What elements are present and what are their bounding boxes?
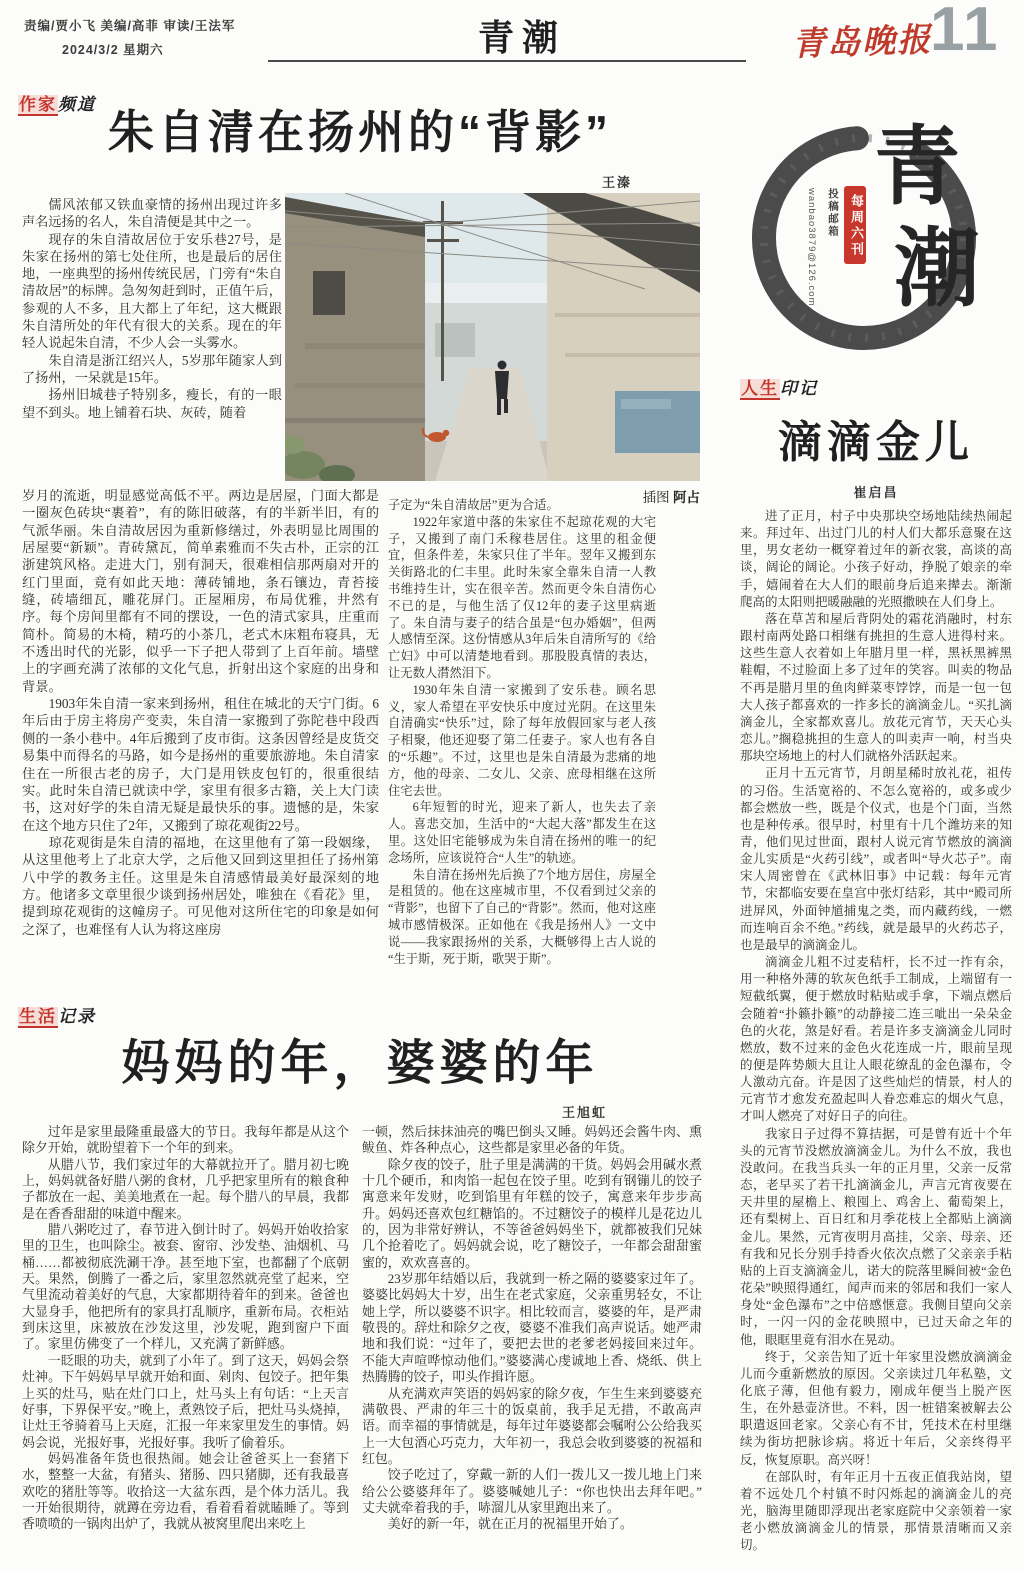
article1-title: 朱自清在扬州的“背影” [108,106,612,158]
article1-column-right [388,497,656,1002]
supplement-title: 青潮 [477,17,566,58]
masthead-editors: 责编/贾小飞 美编/高菲 审读/王法军 [24,19,236,33]
caption-label: 插图 [642,490,673,505]
paragraph: 1922年家道中落的朱家住不起琼花观的大宅子，又搬到了南门禾稼巷居住。这里的租金便宜，但条件差，朱家只住了半年。翌年又搬到东关街路北的仁丰里。此时朱家全靠朱自清一人教书维持生计，实在很辛苦。然而更令朱自清伤心不已的是，与他生活了仅12年的妻子这里病逝了。朱自清与妻子的结合虽是“包办婚姻”，但两人感情至深。这份情感从3年后朱自清所写的《给亡妇》中可以清楚地看到。那股股真情的表达，让无数人潸然泪下。 [388,514,656,680]
logo-char-qing: 青 [874,116,960,217]
paragraph: 进了正月，村子中央那块空场地陆续热闹起来。拜过年、出过门儿的村人们大都乐意聚在这里，男女老幼一概穿着过年的新衣裳，高谈的高谈，阔论的阔论。小孩子好动，挣脱了娘亲的牵手，嬉闹着在大人们的眼前身后追来撵去。渐渐爬高的太阳则把暖融融的光照撒映在人们身上。 [740,509,1012,609]
paragraph: 美好的新一年，就在正月的祝福里开始了。 [387,1517,633,1532]
mailbox-email: wanbao3879@126.com [806,188,817,307]
qingchao-ink-logo [748,116,1012,356]
paragraph: 从腊八节，我们家过年的大幕就拉开了。腊月初七晚上，妈妈就备好腊八粥的食材，几乎把家里所有的粮食种子都放在一起、美美地煮在一起。每个腊八的早晨，我都是在香香甜甜的味道中醒来。 [22,1157,349,1221]
paragraph: 在部队时，有年正月十五夜正值我站岗，望着不远处几个村镇不时闪烁起的滴滴金儿的亮光，脑海里随即浮现出老家庭院中父亲领着一家老小燃放滴滴金儿的情景，那情景清晰而又亲切。 [740,1469,1012,1553]
paragraph: 腊八粥吃过了，春节进入倒计时了。妈妈开始收拾家里的卫生，也叫除尘。被套、窗帘、沙发垫、油烟机、马桶……都被彻底洗涮干净。甚至地下室，也都翻了个底朝天。果然，倒腾了一番之后，家里忽然就亮堂了起来，空气里流动着美好的气息，大家都期待着年的到来。爸爸也大显身手，他把所有的家具打乱顺序，重新布局。衣柜站到床这里，床被放在沙发这里，沙发呢，跑到窗户下面了。家里仿佛变了一个样儿，又充满了新鲜感。 [22,1223,349,1352]
paragraph: 正月十五元宵节，月朗星稀时放礼花，祖传的习俗。生活宽裕的、不怎么宽裕的，或多或少都会燃放一些，既是个仪式，也是个门面，当然也是种传承。很早时，村里有十几个潍坊来的知青，他们见过世面，跟村人说元宵节燃放的滴滴金儿实质是“火药引线”，或者叫“导火芯子”。南宋人周密曾在《武林旧事》中记载：每年元宵节，宋都临安要在皇宫中张灯结彩，其中“殿司所进屏风，外面钟馗捕鬼之类，而内藏药线，一燃而连响百余不绝。”药线，就是最早的火药芯子，也是最早的滴滴金儿。 [740,766,1012,952]
paragraph: 一眨眼的功夫，就到了小年了。到了这天，妈妈会祭灶神。下午妈妈早早就开始和面、剁肉、包饺子。把年集上买的灶马，贴在灶门口上，灶马头上有句话：“上天言好事，下界保平安。”晚上，煮熟饺子后，把灶马头烧掉，让灶王爷骑着马上天庭，汇报一年来家里发生的事情。妈妈会说，光报好事，光报好事。我听了偷着乐。 [22,1353,349,1450]
paragraph: 琼花观街是朱自清的福地，在这里他有了第一段姻缘，从这里他考上了北京大学，之后他又回到这里担任了扬州第八中学的教务主任。这里是朱自清感情最美好最深刻的地方。他诸多文章里很少谈到扬州居处，唯独在《看花》里，提到琼花观街的这幢房子。可见他对这所住宅的印象是如何之深了，也难怪有人认为将这座房 [22,834,379,937]
masthead-rule [268,60,746,62]
weekly-seal: 每周六刊 [844,186,866,264]
section-label-life-imprint [740,374,818,399]
article3-author: 王旭虹 [562,1105,608,1120]
section-label-red: 生活 [19,1007,57,1026]
article2-body [740,508,1012,1564]
mailbox-label: 投稿邮箱 [827,188,839,238]
paragraph: 6年短暂的时光，迎来了新人，也失去了亲人。喜悲交加，生活中的“大起大落”都发生在这里。这处旧宅能够成为朱自清在扬州的唯一的纪念场所，应该说符合“人生”的轨迹。 [388,800,656,865]
paragraph: 一顿，然后抹抹油亮的嘴巴倒头又睡。妈妈还会酱牛肉、熏鲅鱼、炸各种点心，这些都是家里必备的年货。 [362,1125,702,1156]
paragraph: 子定为“朱自清故居”更为合适。 [388,498,559,512]
logo-char-chao: 潮 [894,218,980,319]
section-label-red: 作家 [19,95,57,114]
section-label-black: 印记 [780,379,818,398]
paragraph: 妈妈准备年货也很热闹。她会让爸爸买上一套猪下水，整整一大盆，有猪头、猪肠、四只猪脚，还有我最喜欢吃的猪肚等等。收拾这一大盆东西，是个体力活儿。我一开始很期待，就蹲在旁边看，看着看着就瞌睡了。等到香喷喷的一锅肉出炉了，我就从被窝里爬出来吃上 [22,1451,349,1532]
paragraph: 饺子吃过了，穿戴一新的人们一拨儿又一拨儿地上门来给公公婆婆拜年了。婆婆喊她儿子：“你也快出去拜年吧。”丈夫就牵着我的手，哧溜儿从家里跑出来了。 [362,1468,702,1515]
section-label-red: 人生 [741,379,779,398]
article1-column-left [22,487,379,995]
paragraph: 现存的朱自清故居位于安乐巷27号，是朱家在扬州的第七处住所，也是最后的居住地，一座典型的扬州传统民居，门旁有“朱自清故居”的标牌。急匆匆赶到时，正值午后，参观的人不多，且大都上了年纪，这大概跟朱自清所处的年代有很大的关系。现在的年轻人说起朱自清，不少人会一头雾水。 [22,231,282,351]
paragraph: 朱自清是浙江绍兴人，5岁那年随家人到了扬州，一呆就是15年。 [22,352,282,385]
masthead-date: 2024/3/2 星期六 [62,43,164,57]
paragraph: 1930年朱自清一家搬到了安乐巷。顾名思义，家人希望在平安快乐中度过光阴。在这里朱自清确实“快乐”过，除了每年放假回家与老人孩子相聚，他还迎娶了第二任妻子。家人也有各自的“乐趣”。不过，这里也是朱自清最为悲痛的地方，他的母亲、二女儿、父亲、庶母相继在这所住宅去世。 [388,682,656,798]
paragraph: 儒风浓郁又铁血豪情的扬州出现过许多声名远扬的名人，朱自清便是其中之一。 [22,197,282,230]
paragraph: 1903年朱自清一家来到扬州，租住在城北的天宁门街。6年后由于房主将房产变卖，朱自清一家搬到了弥陀巷中段西侧的一条小巷中。4年后搬到了皮市街。这条因曾经是皮货交易集中而得名的马路，如今是扬州的重要旅游地。朱自清家住在一所很古老的房子，大门是用铁皮包钉的，很重很结实。此时朱自清已就读中学，家里有很多古籍，关上大门读书，这对好学的朱自清无疑是最快乐的事。遗憾的是，朱家在这个地方只住了2年，又搬到了琼花观街22号。 [22,696,379,833]
paragraph: 过年是家里最隆重最盛大的节日。我每年都是从这个除夕开始，就盼望着下一个年的到来。 [22,1125,349,1156]
article3-column-left [22,1124,349,1572]
paragraph: 岁月的流逝，明显感觉高低不平。两边是居屋，门面大都是一圈灰色砖块“裹着”，有的陈旧破落，有的半新半旧，有的气派华丽。朱自清故居因为重新修缮过，外表明显比周围的居屋要“新颖”。青砖黛瓦，简单素雅而不失古朴，正宗的江浙建筑风格。走进大门，别有洞天，很难相信那两扇对开的红门里面，竟有如此天地：薄砖铺地，条石镶边，青苔接缝，砖墙细瓦，雕花屏门。正屋厢房，布局优雅，井然有序。每个房间里都有不同的摆设，一色的清式家具，庄重而简朴。简易的木椅，精巧的小茶几，老式木床粗布寝具，无不透出时代的光影，似乎一下子把人带到了上百年前。墙壁上的字画充满了浓郁的文化气息，折射出这个家庭的出身和背景。 [22,488,379,694]
paragraph: 终于，父亲告知了近十年家里没燃放滴滴金儿而今重新燃放的原因。父亲读过几年私塾，文化底子薄，但他有毅力，刚成年便当上脱产医生，在外悬壶济世。不料，因一桩错案被解去公职遣返回老家。父亲心有不甘，凭技术在村里继续为街坊把脉诊病。将近十年后，父亲终得平反，恢复原职。高兴呀！ [740,1349,1012,1467]
paragraph: 从充满欢声笑语的妈妈家的除夕夜，乍生生来到婆婆充满敬畏、严肃的年三十的饭桌前，我手足无措，不敢高声语。而幸福的事情就是，每年过年婆婆都会嘱咐公公给我买上一大包酒心巧克力，大年初一，我总会收到婆婆的祝福和红包。 [362,1386,702,1466]
paragraph: 除夕夜的饺子，肚子里是满满的干货。妈妈会用碱水煮十几个硬币，和肉馅一起包在饺子里。吃到有钢镚儿的饺子寓意来年发财，吃到馅里有年糕的饺子，寓意来年步步高升。妈妈还喜欢包红糖馅的。不过糖饺子的模样儿是花边儿的，因为非常好辨认，不等爸爸妈妈坐下，就都被我们兄妹几个抢着吃了。妈妈就会说，吃了糖饺子，一年都会甜甜蜜蜜的，欢欢喜喜的。 [362,1157,702,1270]
paragraph: 我家日子过得不算拮据，可是曾有近十个年头的元宵节没燃放滴滴金儿。为什么不放，我也没敢问。在我当兵头一年的正月里，父亲一反常态，老早买了若干扎滴滴金儿，声言元宵夜要在天井里的屋檐上、粮囤上、鸡舍上、葡萄架上，还有梨树上、百日红和月季花枝上全都贴上滴滴金儿。果然，元宵夜明月高挂，父亲、母亲、还有我和兄长分别手持香火依次点燃了父亲亲手粘贴的上百支滴滴金儿，诺大的院落里瞬间被“金色花朵”映照得通红，闻声而来的邻居和我们一家人身处“金色瀑布”之中倍感惬意。我侧目望向父亲时，一闪一闪的金花映照中，已过天命之年的他，眼眶里竟有泪水在晃动。 [740,1126,1012,1347]
alley-illustration-svg [285,193,700,481]
article3-column-right [362,1124,702,1572]
paragraph: 扬州旧城巷子特别多，瘦长，有的一眼望不到头。地上铺着石块、灰砖，随着 [22,387,282,420]
newspaper-brand: 青岛晚报 [791,19,933,64]
section-label-black: 频道 [58,95,96,114]
page-number: 11 [930,0,1000,64]
alley-illustration [285,193,700,481]
paragraph: 23岁那年结婚以后，我就到一桥之隔的婆婆家过年了。婆婆比妈妈大十岁，出生在老式家庭，父亲重男轻女，不让她上学，所以婆婆不识字。相比较而言，婆婆的年，是严肃敬畏的。辞灶和除夕之夜，婆婆不准我们高声说话。她严肃地和我们说：“过年了，要把去世的老爹老妈接回来过年。不能大声喧哗惊动他们。”婆婆满心虔诚地上香、烧纸、供上热腾腾的饺子，叩头作揖许愿。 [362,1272,702,1385]
paragraph: 滴滴金儿粗不过麦秸杆，长不过一拃有余，用一种格外薄的软灰色纸手工制成，上端留有一短截纸翼，便于燃放时粘贴或手拿，下端点燃后会随着“扑籁扑籁”的动静接二连三呲出一朵朵金色的火花，煞是好看。若是许多支滴滴金儿同时燃放，数不过来的金色火花连成一片，眼前呈现的便是阵势颇大且让人眼花缭乱的金色瀑布，令人激动亢奋。许是因了这些灿烂的情景，村人的元宵节才愈发充盈起叫人眷恋难忘的烟火气息，才叫人燃亮了对好日子的向往。 [740,955,1012,1124]
caption-author: 阿占 [673,490,700,505]
article1-author: 王溱 [602,175,633,190]
section-label-black: 记录 [58,1007,96,1026]
paragraph: 朱自清在扬州先后换了7个地方居住，房屋全是租赁的。他在这座城市里，不仅看到过父亲的“背影”，也留下了自己的“背影”。然而，他对这座城市感情极深。正如他在《我是扬州人》一文中说——我家跟扬州的关系，大概够得上古人说的“生于斯，死于斯，歌哭于斯”。 [388,867,656,966]
article2-author: 崔启昌 [853,485,899,500]
article2-title: 滴滴金儿 [778,418,974,467]
article3-title: 妈妈的年，婆婆的年 [121,1037,599,1090]
article1-column-top [22,196,282,488]
paragraph: 落在草苫和屋后背阴处的霜花消融时，村东跟村南两处路口相继有挑担的生意人进得村来。这些生意人衣着如上年腊月里一样，黑袄黑裤黑鞋帽，不过脸面上多了过年的笑容。叫卖的物品不再是腊月里的鱼肉鲜菜枣饽饽，而是一包一包大人孩子都喜欢的一拃多长的滴滴金儿。“买扎滴滴金儿，全家都欢喜儿。放花元宵节，天天心头恋儿。”搁稳挑担的生意人的叫卖声一响，村当央那块空场地上的村人们就格外活跃起来。 [740,611,1012,764]
